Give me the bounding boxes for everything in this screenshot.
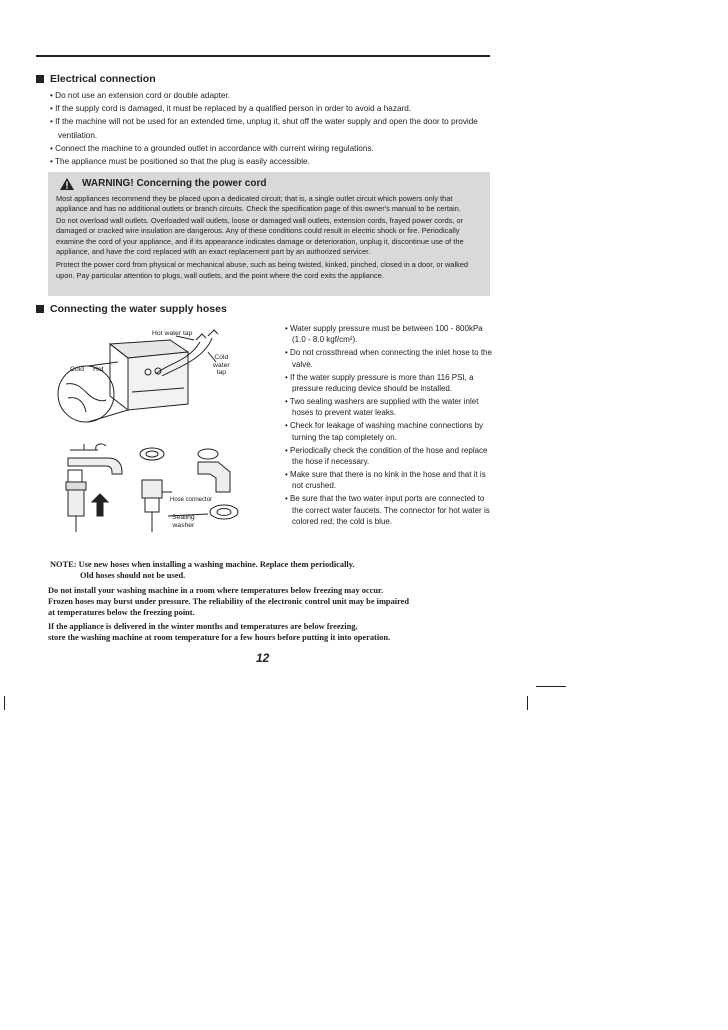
list-item: • Two sealing washers are supplied with the water inlet hoses to prevent water leaks. bbox=[285, 396, 495, 419]
list-item: • If the machine will not be used for an extended time, unplug it, shut off the water supply and open the door to provide ventilation. bbox=[50, 115, 490, 141]
list-item: • Periodically check the condition of the hose and replace the hose if necessary. bbox=[285, 445, 495, 468]
list-item: • Check for leakage of washing machine connections by turning the tap completely on. bbox=[285, 420, 495, 443]
hose-illustration bbox=[48, 322, 282, 540]
list-item: • Water supply pressure must be between 100 - 800kPa (1.0 - 8.0 kgf/cm²). bbox=[285, 323, 495, 346]
freeze-line: Frozen hoses may burst under pressure. The reliability of the electronic control unit may be impaired bbox=[48, 597, 410, 606]
water-heading bbox=[36, 303, 227, 315]
label-sealing-washer bbox=[172, 514, 195, 529]
list-item: • The appliance must be positioned so that the plug is easily accessible. bbox=[50, 155, 490, 168]
warning-paragraph: Most appliances recommend they be placed upon a dedicated circuit; that is, a single outlet circuit which powers only that appliance and has no additional outlets or branch circuits. Check the specification page of this owner's manual to be certain. bbox=[56, 194, 461, 214]
electrical-heading bbox=[36, 73, 156, 85]
square-bullet-icon bbox=[36, 75, 44, 83]
warning-box bbox=[48, 172, 490, 296]
water-list bbox=[285, 323, 495, 529]
label-hose-connector: Hose connector bbox=[170, 497, 213, 503]
label-sealing-line: Sealing bbox=[172, 514, 195, 521]
electrical-list bbox=[50, 89, 490, 168]
crop-mark bbox=[536, 686, 566, 687]
label-washer-line: washer bbox=[172, 521, 195, 529]
warning-title bbox=[60, 178, 482, 190]
warning-paragraph: Do not overload wall outlets. Overloaded wall outlets, loose or damaged wall outlets, extension cords, frayed power cords, or damaged or cracked wire insulation are dangerous. Any of these conditions could result in electric shock or fire. Periodically examine the cord of your appliance, and if its appearance indicates damage or deterioration, unplug it, discontinue use of the appliance, and have the cord replaced with an exact replacement part by an authorized servicer. bbox=[56, 215, 464, 257]
label-cold: Cold bbox=[70, 366, 84, 373]
label-hot-water-tap: Hot water tap bbox=[152, 330, 193, 337]
crop-mark bbox=[4, 696, 5, 710]
label-cold-line: Cold bbox=[214, 354, 229, 361]
top-rule bbox=[36, 55, 490, 57]
label-tap-line: tap bbox=[216, 369, 227, 376]
water-heading-text: Connecting the water supply hoses bbox=[50, 303, 227, 315]
list-item: • If the supply cord is damaged, it must be replaced by a qualified person in order to avoid a hazard. bbox=[50, 102, 490, 115]
winter-line: If the appliance is delivered in the winter months and temperatures are below freezing, bbox=[48, 622, 358, 631]
hose-connection-diagram bbox=[48, 322, 282, 540]
list-item: • Make sure that there is no kink in the hose and that it is not crushed. bbox=[285, 469, 495, 492]
page-number: 12 bbox=[256, 651, 270, 665]
list-item: • Connect the machine to a grounded outlet in accordance with current wiring regulations. bbox=[50, 142, 490, 155]
electrical-heading-text: Electrical connection bbox=[50, 73, 156, 85]
list-item: • Do not use an extension cord or double adapter. bbox=[50, 89, 490, 102]
crop-mark bbox=[527, 696, 528, 710]
square-bullet-icon bbox=[36, 305, 44, 313]
warning-title-text: WARNING! Concerning the power cord bbox=[82, 177, 267, 189]
warning-triangle-icon bbox=[60, 178, 74, 190]
list-item: • If the water supply pressure is more than 116 PSI, a pressure reducing device should be installed. bbox=[285, 372, 495, 395]
freeze-line: Do not install your washing machine in a room where temperatures below freezing may occur. bbox=[48, 586, 384, 595]
label-hot: Hot bbox=[93, 366, 104, 373]
note-line: Old hoses should not be used. bbox=[80, 571, 186, 580]
list-item: • Do not crossthread when connecting the inlet hose to the valve. bbox=[285, 347, 495, 370]
label-water-line: water bbox=[213, 361, 230, 369]
list-item: • Be sure that the two water input ports are connected to the correct water faucets. The connector for hot water is colored red; the cold is blue. bbox=[285, 493, 495, 527]
freeze-line: at temperatures below the freezing point. bbox=[48, 608, 195, 617]
note-line: NOTE: Use new hoses when installing a washing machine. Replace them periodically. bbox=[50, 560, 355, 569]
warning-paragraph: Protect the power cord from physical or mechanical abuse, such as being twisted, kinked, pinched, closed in a door, or walked upon. Pay particular attention to plugs, wall outlets, and the point where the cord exits the appliance. bbox=[56, 260, 469, 280]
winter-line: store the washing machine at room temperature for a few hours before putting it into operation. bbox=[48, 633, 391, 642]
label-cold-water-tap bbox=[213, 354, 230, 377]
